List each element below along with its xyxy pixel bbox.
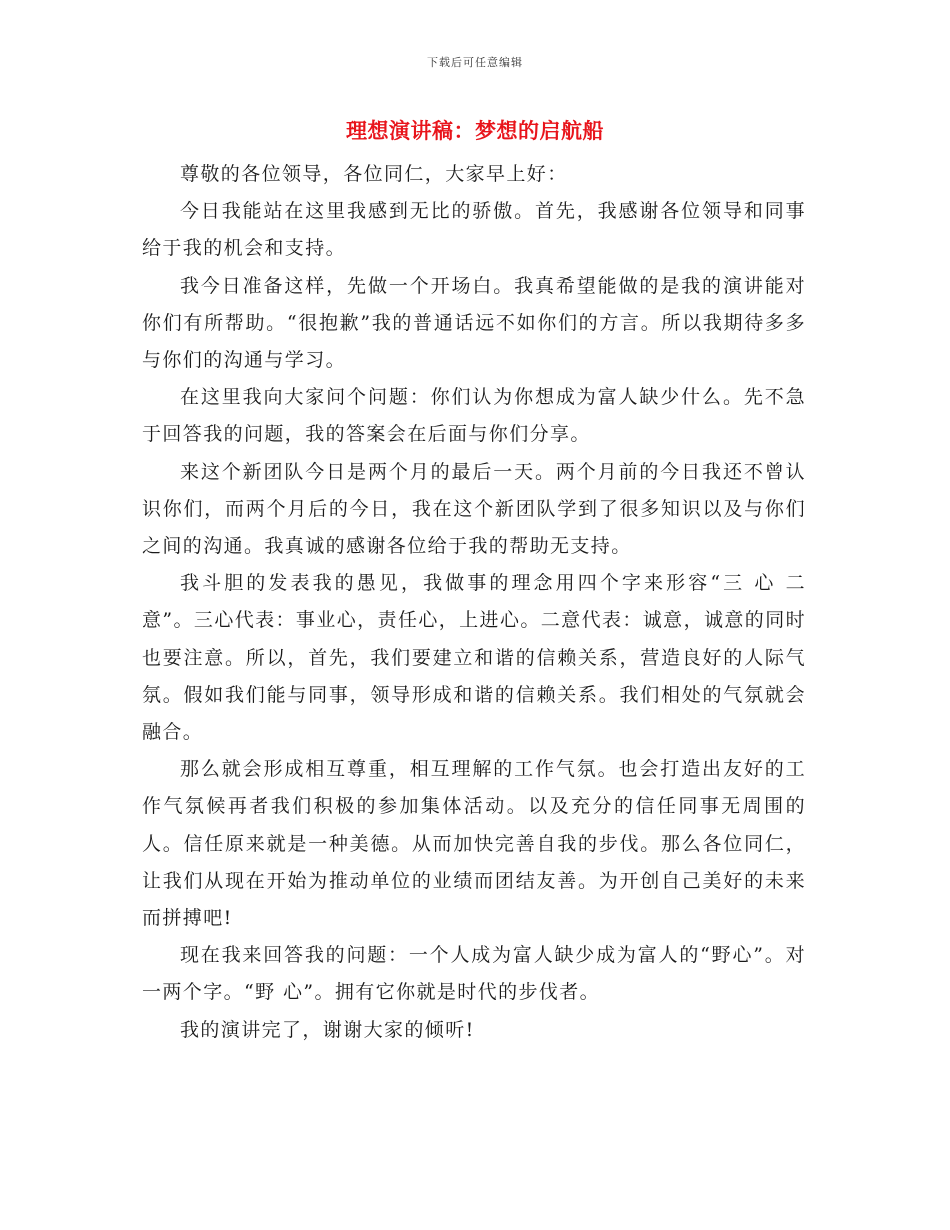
paragraph: 现在我来回答我的问题：一个人成为富人缺少成为富人的“野心”。对一两个字。“野 心”。拥有它你就是时代的步伐者。 xyxy=(142,944,806,1004)
paragraph-greeting: 尊敬的各位领导，各位同仁，大家早上好： xyxy=(180,163,568,185)
paragraph: 来这个新团队今日是两个月的最后一天。两个月前的今日我还不曾认识你们，而两个月后的今日，我在这个新团队学到了很多知识以及与你们之间的沟通。我真诚的感谢各位给于我的帮助无支持。 xyxy=(142,460,806,558)
document-title: 理想演讲稿：梦想的启航船 xyxy=(346,119,604,143)
paragraph: 那么就会形成相互尊重，相互理解的工作气氛。也会打造出友好的工作气氛候再者我们积极的参加集体活动。以及充分的信任同事无周围的人。信任原来就是一种美德。从而加快完善自我的步伐。那么各位同仁，让我们从现在开始为推动单位的业绩而团结友善。为开创自己美好的未来而拼搏吧! xyxy=(142,758,806,930)
header-note: 下载后可任意编辑 xyxy=(427,56,523,69)
paragraph-closing: 我的演讲完了，谢谢大家的倾听! xyxy=(180,1018,475,1041)
paragraph: 今日我能站在这里我感到无比的骄傲。首先，我感谢各位领导和同事给于我的机会和支持。 xyxy=(142,200,806,260)
document-body xyxy=(142,156,806,1049)
paragraph: 我今日准备这样，先做一个开场白。我真希望能做的是我的演讲能对你们有所帮助。“很抱歉”我的普通话远不如你们的方言。所以我期待多多与你们的沟通与学习。 xyxy=(142,274,806,372)
paragraph: 在这里我向大家问个问题：你们认为你想成为富人缺少什么。先不急于回答我的问题，我的答案会在后面与你们分享。 xyxy=(142,386,806,446)
paragraph: 我斗胆的发表我的愚见，我做事的理念用四个字来形容“三 心 二 意”。三心代表：事业心，责任心，上进心。二意代表：诚意，诚意的同时也要注意。所以，首先，我们要建立和谐的信赖关系，营造良好的人际气氛。假如我们能与同事，领导形成和谐的信赖关系。我们相处的气氛就会融合。 xyxy=(142,572,806,744)
